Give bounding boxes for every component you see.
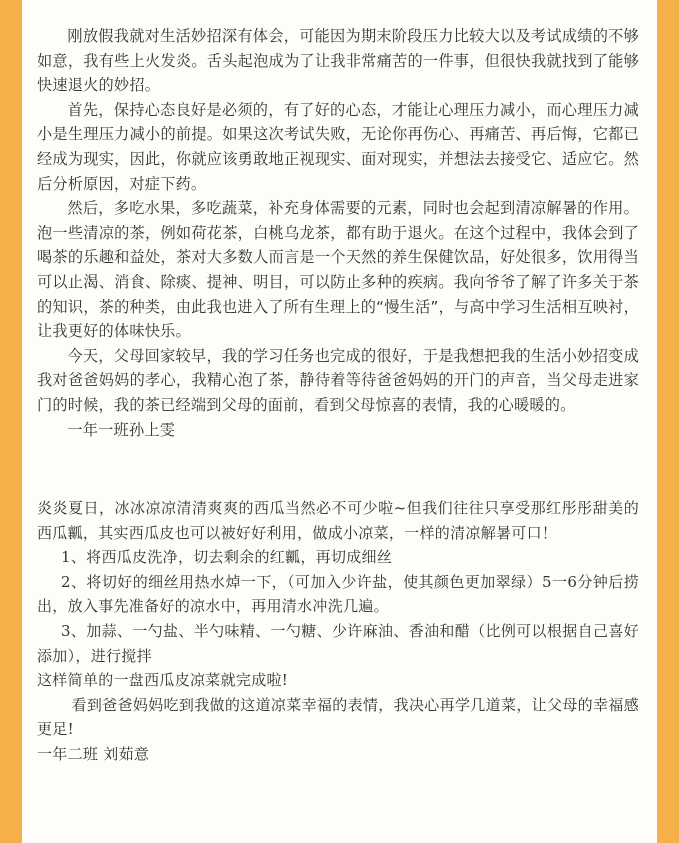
essay1-paragraph: 首先，保持心态良好是必须的，有了好的心态，才能让心理压力减小，而心理压力减小是生理压力减小的前提。如果这次考试失败，无论你再伤心、再痛苦、再后悔，它都已经成为现实，因此，你就应该勇敢地正视现实、面对现实，并想法去接受它、适应它。然后分析原因，对症下药。 <box>37 100 639 193</box>
recipe-step: 3、加蒜、一勺盐、半勺味精、一勺糖、少许麻油、香油和醋（比例可以根据自己喜好添加），进行搅拌 <box>37 622 639 665</box>
essay1-signature: 一年一班孙上雯 <box>67 420 176 439</box>
essay2-done: 这样简单的一盘西瓜皮凉菜就完成啦! <box>37 671 289 690</box>
essay1-paragraph: 然后，多吃水果，多吃蔬菜，补充身体需要的元素，同时也会起到清凉解暑的作用。泡一些清凉的茶，例如荷花茶，白桃乌龙茶，都有助于退火。在这个过程中，我体会到了喝茶的乐趣和益处，茶对大多数人而言是一个天然的养生保健饮品，好处很多，饮用得当可以止渴、消食、除痰、提神、明目，可以防止多种的疾病。我向爷爷了解了许多关于茶的知识，茶的种类，由此我也进入了所有生理上的“慢生活”，与高中学习生活相互映衬，让我更好的体味快乐。 <box>37 199 639 341</box>
essay2-signature: 一年二班 刘茹意 <box>37 745 150 764</box>
essay1-paragraph: 今天，父母回家较早，我的学习任务也完成的很好，于是我想把我的生活小妙招变成我对爸爸妈妈的孝心，我精心泡了茶，静待着等待爸爸妈妈的开门的声音，当父母走进家门的时候，我的茶已经端到父母的面前，看到父母惊喜的表情，我的心暖暖的。 <box>37 346 639 414</box>
essay-watermelon <box>37 496 639 767</box>
essay2-intro: 炎炎夏日，冰冰凉凉清清爽爽的西瓜当然必不可少啦~但我们往往只享受那红彤彤甜美的西瓜瓤，其实西瓜皮也可以被好好利用，做成小凉菜，一样的清凉解暑可口！ <box>37 499 639 542</box>
essay-tea <box>37 24 639 442</box>
article-paper <box>22 0 657 843</box>
essay2-closing: 看到爸爸妈妈吃到我做的这道凉菜幸福的表情，我决心再学几道菜，让父母的幸福感更足! <box>37 695 639 739</box>
recipe-step: 2、将切好的细丝用热水焯一下，（可加入少许盐，使其颜色更加翠绿）5一6分钟后捞出，放入事先准备好的凉水中，再用清水冲洗几遍。 <box>37 572 639 616</box>
essay1-paragraph: 刚放假我就对生活妙招深有体会，可能因为期末阶段压力比较大以及考试成绩的不够如意，我有些上火发炎。舌头起泡成为了让我非常痛苦的一件事，但很快我就找到了能够快速退火的妙招。 <box>37 27 639 95</box>
recipe-step: 1、将西瓜皮洗净，切去剩余的红瓤，再切成细丝 <box>61 548 393 567</box>
